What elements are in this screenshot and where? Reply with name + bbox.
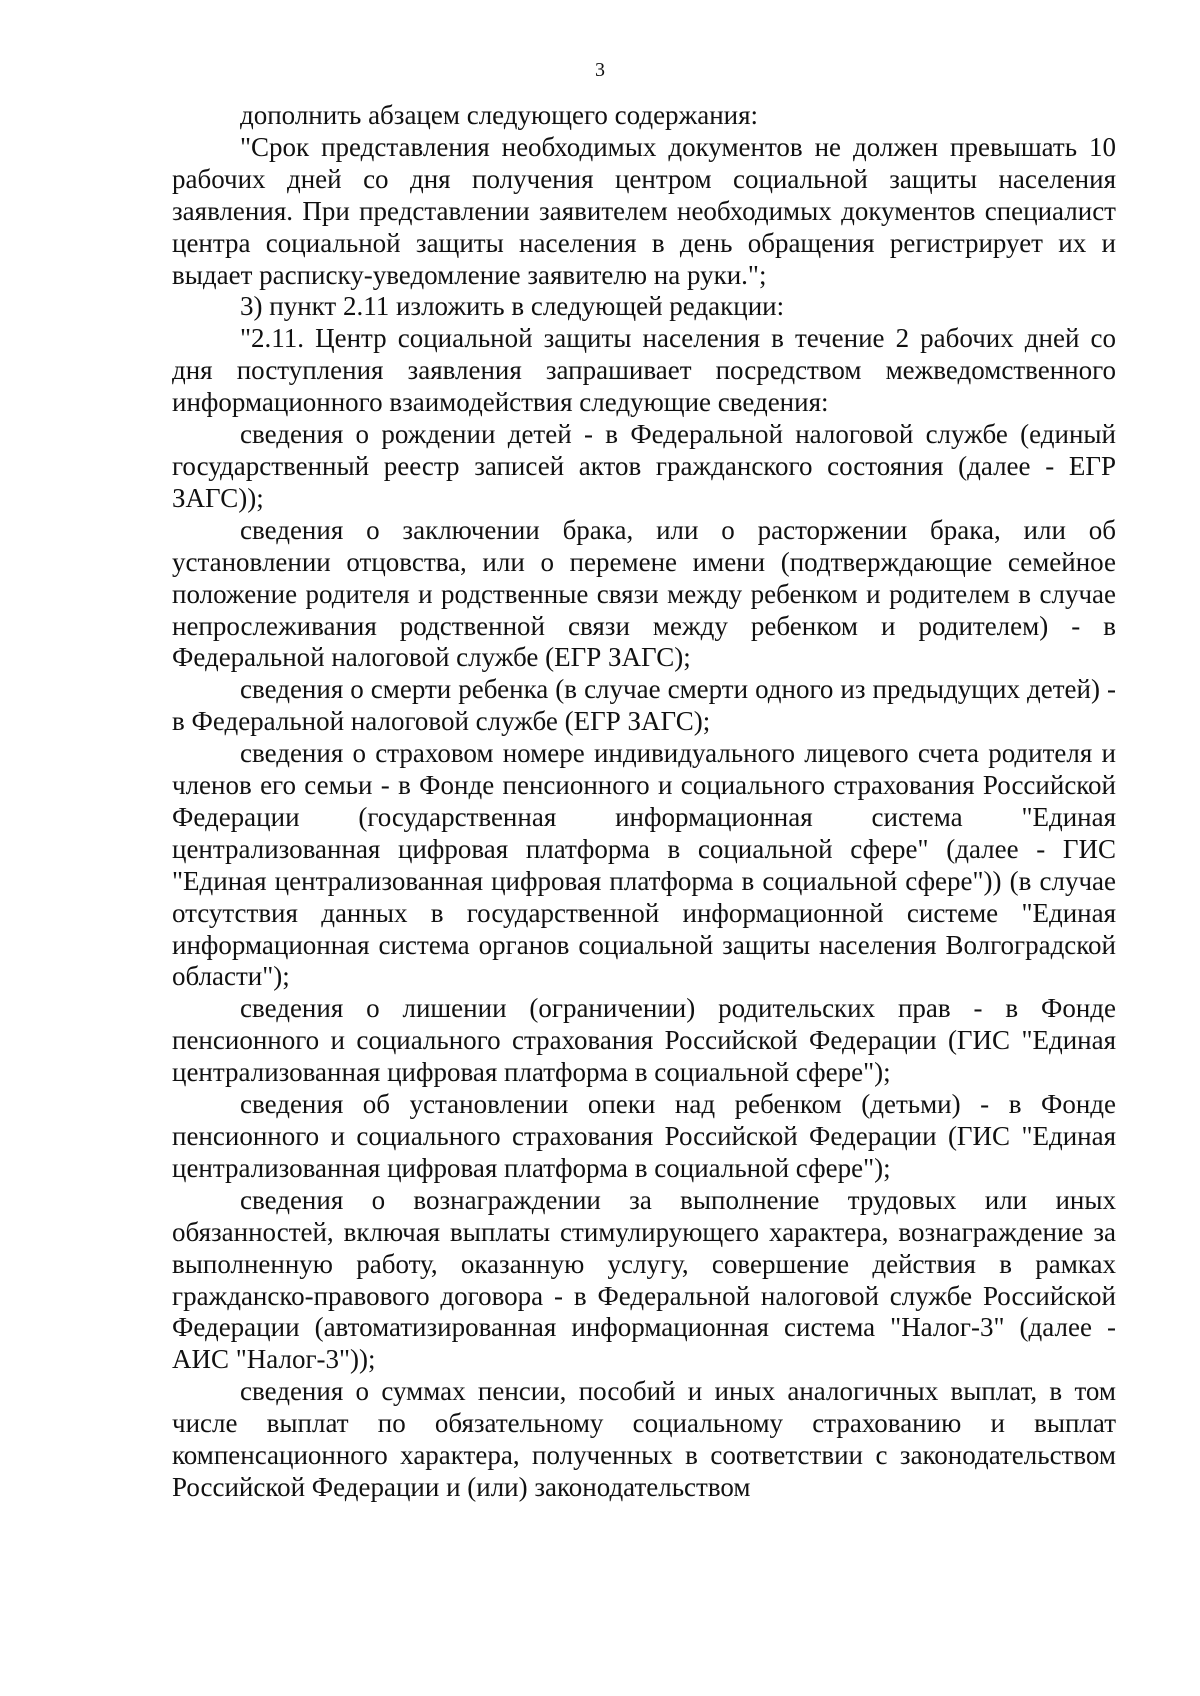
- paragraph: сведения о заключении брака, или о расторжении брака, или об установлении отцовства, или о перемене имени (подтверждающие семейное положение родителя и родственные связи между ребенком и родителем в случае непрослеживания родственной связи между ребенком и родителем) - в Федеральной налоговой службе (ЕГР ЗАГС);: [172, 514, 1116, 673]
- paragraph: сведения о суммах пенсии, пособий и иных аналогичных выплат, в том числе выплат по обязательному социальному страхованию и выплат компенсационного характера, полученных в соответствии с законодательством Российской Федерации и (или) законодательством: [172, 1376, 1116, 1502]
- document-body: [172, 100, 1116, 1504]
- paragraph: сведения о смерти ребенка (в случае смерти одного из предыдущих детей) - в Федеральной налоговой службе (ЕГР ЗАГС);: [172, 674, 1116, 737]
- paragraph: сведения о страховом номере индивидуального лицевого счета родителя и членов его семьи - в Фонде пенсионного и социального страхования Российской Федерации (государственная информационная система "Единая централизованная цифровая платформа в социальной сфере" (далее - ГИС "Единая централизованная цифровая платформа в социальной сфере")) (в случае отсутствия данных в государственной информационной системе "Единая информационная система органов социальной защиты населения Волгоградской области");: [172, 738, 1116, 992]
- paragraph: "Срок представления необходимых документов не должен превышать 10 рабочих дней со дня получения центром социальной защиты населения заявления. При представлении заявителем необходимых документов специалист центра социальной защиты населения в день обращения регистрирует их и выдает расписку-уведомление заявителю на руки.";: [172, 131, 1116, 290]
- paragraph: "2.11. Центр социальной защиты населения в течение 2 рабочих дней со дня поступления заявления запрашивает посредством межведомственного информационного взаимодействия следующие сведения:: [172, 323, 1116, 418]
- paragraph: сведения о лишении (ограничении) родительских прав - в Фонде пенсионного и социального страхования Российской Федерации (ГИС "Единая централизованная цифровая платформа в социальной сфере");: [172, 993, 1116, 1088]
- paragraph: дополнить абзацем следующего содержания:: [240, 100, 759, 130]
- paragraph: 3) пункт 2.11 изложить в следующей редакции:: [240, 291, 785, 322]
- paragraph: сведения о рождении детей - в Федеральной налоговой службе (единый государственный реестр записей актов гражданского состояния (далее - ЕГР ЗАГС));: [172, 419, 1116, 513]
- paragraph: сведения об установлении опеки над ребенком (детьми) - в Фонде пенсионного и социального страхования Российской Федерации (ГИС "Единая централизованная цифровая платформа в социальной сфере");: [172, 1089, 1116, 1183]
- paragraph: сведения о вознаграждении за выполнение трудовых или иных обязанностей, включая выплаты стимулирующего характера, вознаграждение за выполненную работу, оказанную услугу, совершение действия в рамках гражданско-правового договора - в Федеральной налоговой службе Российской Федерации (автоматизированная информационная система "Налог-3" (далее - АИС "Налог-3"));: [172, 1184, 1116, 1375]
- page-number: 3: [595, 59, 605, 81]
